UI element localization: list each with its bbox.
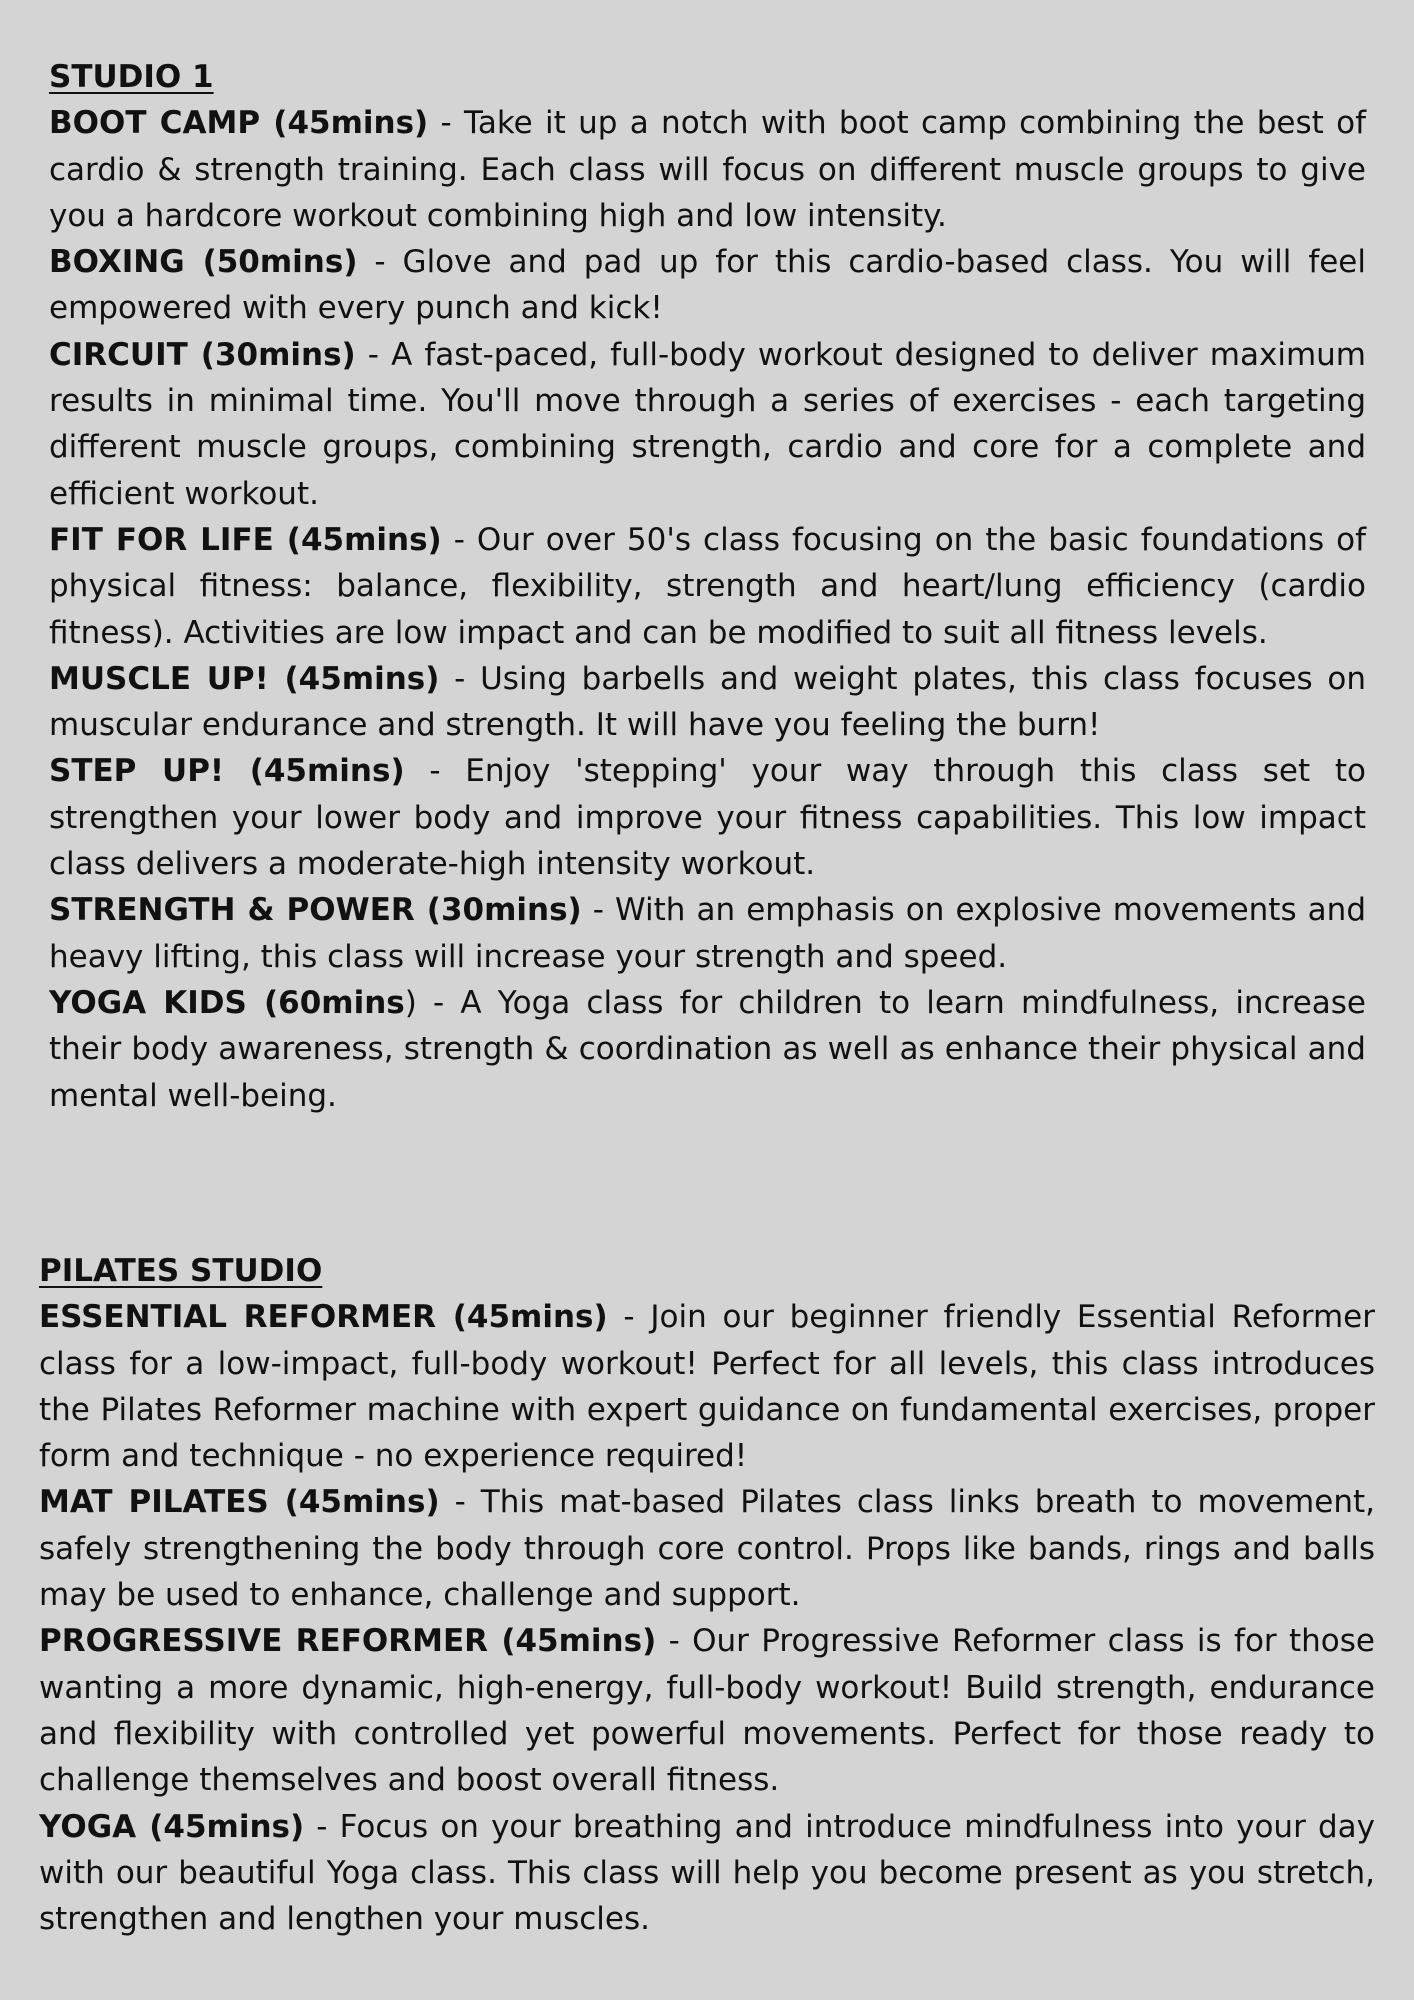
studio-1-section	[49, 54, 1366, 1119]
studio-1-heading: STUDIO 1	[49, 59, 214, 95]
class-entry-yoga-kids	[49, 980, 1366, 1119]
class-name: MUSCLE UP! (45mins)	[49, 660, 440, 697]
class-name: FIT FOR LIFE (45mins)	[49, 521, 442, 558]
class-description: - Glove and pad up for this cardio-based class. You will feel empowered with every punch and kick!	[49, 244, 1366, 327]
class-description: - Using barbells and weight plates, this class focuses on muscular endurance and strength. It will have you feeling the burn!	[49, 660, 1366, 744]
class-description: ) - A Yoga class for children to learn mindfulness, increase their body awareness, strength & coordination as well as enhance their physical and mental well-being.	[49, 984, 1366, 1114]
class-entry-muscle-up	[49, 656, 1366, 749]
pilates-studio-heading: PILATES STUDIO	[39, 1253, 323, 1289]
class-name: PROGRESSIVE REFORMER (45mins)	[39, 1623, 657, 1660]
class-description: - Take it up a notch with boot camp combining the best of cardio & strength training. Each class will focus on different muscle groups to give you a hardcore workout combining high and low intensity.	[49, 105, 1366, 234]
class-entry-yoga	[39, 1804, 1375, 1943]
class-entry-fit-for-life	[49, 517, 1366, 656]
class-entry-boxing	[49, 239, 1366, 332]
class-name: MAT PILATES (45mins)	[39, 1484, 440, 1521]
class-description: - Focus on your breathing and introduce mindfulness into your day with our beautiful Yoga class. This class will help you become present as you stretch, strengthen and lengthen your muscles.	[39, 1808, 1375, 1938]
class-description: - Our over 50's class focusing on the basic foundations of physical fitness: balance, flexibility, strength and heart/lung efficiency (cardio fitness). Activities are low impact and can be modified to suit all fitness levels.	[49, 521, 1367, 651]
class-description: - Enjoy 'stepping' your way through this class set to strengthen your lower body and improve your fitness capabilities. This low impact class delivers a moderate-high intensity workout.	[49, 753, 1366, 883]
class-entry-mat-pilates	[39, 1479, 1375, 1618]
class-entry-strength-power	[49, 887, 1366, 980]
class-name: STRENGTH & POWER (30mins)	[49, 892, 582, 929]
class-entry-progressive-reformer	[39, 1618, 1375, 1803]
class-description: - Our Progressive Reformer class is for those wanting a more dynamic, high-energy, full-body workout! Build strength, endurance and flexibility with controlled yet powerful movements. Perfect for those ready to challenge themselves and boost overall fitness.	[39, 1623, 1375, 1799]
class-name: YOGA KIDS (60mins	[49, 984, 405, 1021]
pilates-studio-section	[39, 1248, 1375, 1942]
class-entry-circuit	[49, 332, 1366, 517]
class-entry-step-up	[49, 748, 1366, 887]
class-description: - With an emphasis on explosive movements and heavy lifting, this class will increase your strength and speed.	[49, 892, 1366, 975]
class-description: - This mat-based Pilates class links breath to movement, safely strengthening the body through core control. Props like bands, rings and balls may be used to enhance, challenge and support.	[39, 1484, 1375, 1614]
class-description: - A fast-paced, full-body workout designed to deliver maximum results in minimal time. You'll move through a series of exercises - each targeting different muscle groups, combining strength, cardio and core for a complete and efficient workout.	[49, 336, 1366, 512]
class-entry-boot-camp	[49, 100, 1366, 239]
class-name: BOOT CAMP (45mins)	[49, 105, 429, 142]
class-description: - Join our beginner friendly Essential Reformer class for a low-impact, full-body workout! Perfect for all levels, this class introduces the Pilates Reformer machine with expert guidance on fundamental exercises, proper form and technique - no experience required!	[39, 1299, 1375, 1475]
class-name: ESSENTIAL REFORMER (45mins)	[39, 1299, 608, 1336]
class-name: BOXING (50mins)	[49, 244, 358, 281]
class-name: YOGA (45mins)	[39, 1808, 305, 1845]
class-entry-essential-reformer	[39, 1294, 1375, 1479]
class-name: STEP UP! (45mins)	[49, 753, 405, 790]
class-name: CIRCUIT (30mins)	[49, 336, 356, 373]
